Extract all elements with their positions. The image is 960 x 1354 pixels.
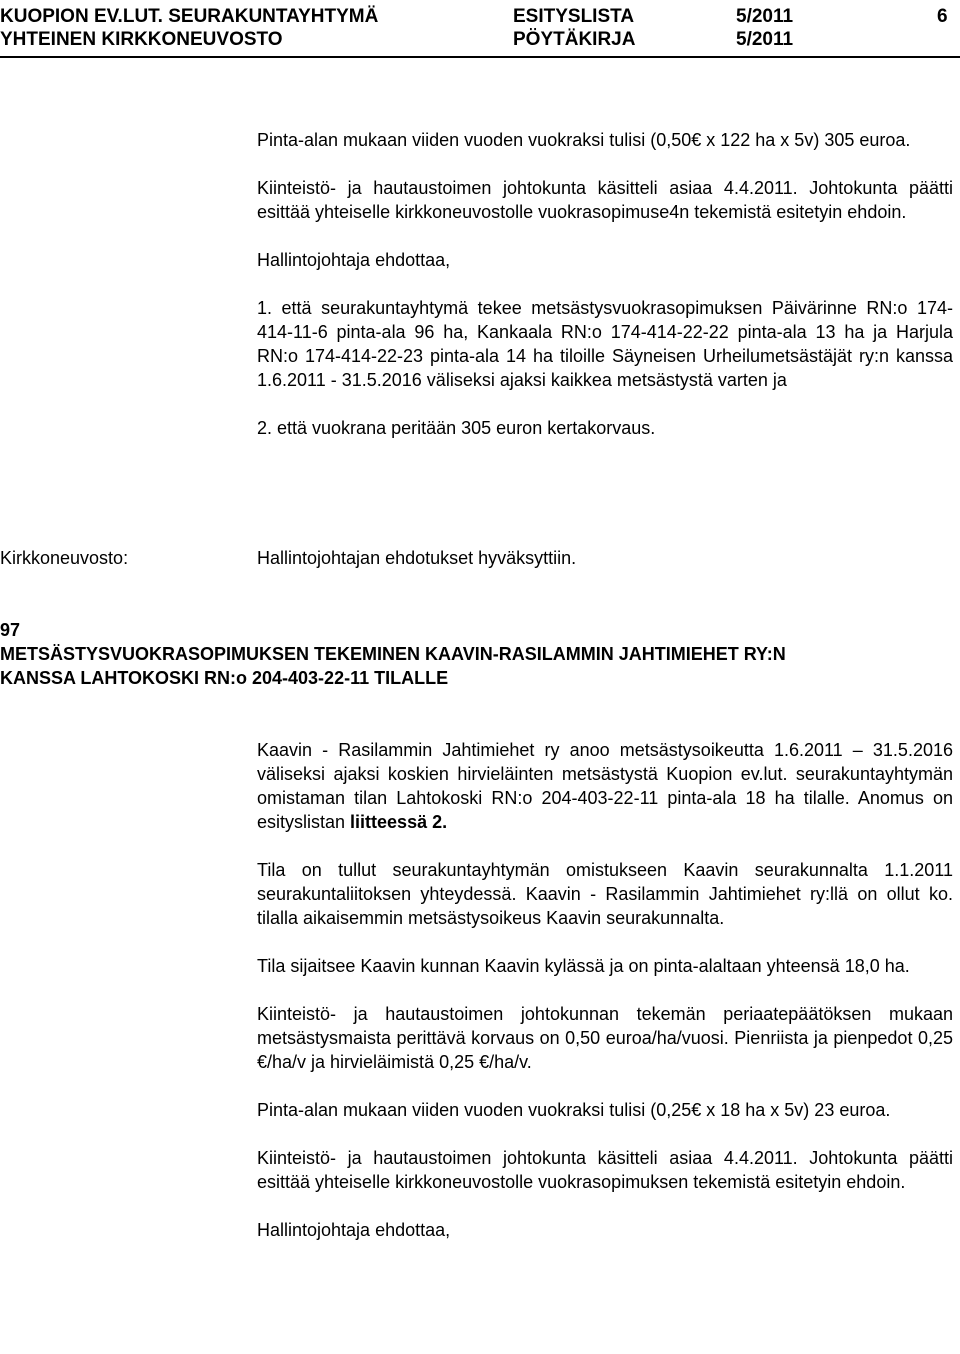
header-number-agenda: 5/2011 xyxy=(736,6,794,27)
proposal-item-1: 1. että seurakuntayhtymä tekee metsästysvuokrasopimuksen Päivärinne RN:o 174-414-11-6 pinta-ala 96 ha, Kankaala RN:o 174-414-22-22 pinta-ala 13 ha ja Harjula RN:o 174-414-22-23 pinta-ala 14 ha tiloille Säyneisen Urheilumetsästäjät ry:n kanssa 1.6.2011 - 31.5.2016 väliseksi ajaksi kaikkea metsästystä varten ja xyxy=(257,298,953,390)
paragraph-board-handling: Kiinteistö- ja hautaustoimen johtokunta käsitteli asiaa 4.4.2011. Johtokunta päätti esittää yhteiselle kirkkoneuvostolle vuokrasopimuse4n tekemistä esitetyin ehdoin. xyxy=(257,178,953,222)
paragraph-ownership: Tila on tullut seurakuntayhtymän omistukseen Kaavin seurakunnalta 1.1.2011 seurakuntaliitoksen yhteydessä. Kaavin - Rasilammin Jahtimiehet ry:llä on ollut ko. tilalla aikaisemmin metsästysoikeus Kaavin seurakunnalta. xyxy=(257,860,953,928)
header-doc-type-agenda: ESITYSLISTA xyxy=(513,6,635,27)
application-text: Kaavin - Rasilammin Jahtimiehet ry anoo metsästysoikeutta 1.6.2011 – 31.5.2016 väliseksi ajaksi koskien hirvieläinten metsästystä Kuopion ev.lut. seurakuntayhtymän omistaman tilan Lahtokoski RN:o 204-403-22-11 pinta-ala 18 ha tilalle. Anomus on esityslistan xyxy=(257,740,953,832)
paragraph-fee-principle: Kiinteistö- ja hautaustoimen johtokunnan tekemän periaatepäätöksen mukaan metsästysmaista perittävä korvaus on 0,50 euroa/ha/vuosi. Pienriista ja pienpedot 0,25 €/ha/v ja hirvieläimistä 0,25 €/ha/v. xyxy=(257,1004,953,1072)
section-97-body xyxy=(257,738,953,1242)
decision-label: Kirkkoneuvosto: xyxy=(0,548,129,568)
section-number: 97 xyxy=(0,620,21,640)
header-doc-type-minutes: PÖYTÄKIRJA xyxy=(513,29,636,50)
paragraph-proposal-intro: Hallintojohtaja ehdottaa, xyxy=(257,250,451,270)
header-org-body: YHTEINEN KIRKKONEUVOSTO xyxy=(0,29,283,50)
section-title-line-2: KANSSA LAHTOKOSKI RN:o 204-403-22-11 TILALLE xyxy=(0,668,449,688)
attachment-reference: liitteessä 2. xyxy=(350,812,448,832)
page-number: 6 xyxy=(937,6,948,27)
section-title-line-1: METSÄSTYSVUOKRASOPIMUKSEN TEKEMINEN KAAVIN-RASILAMMIN JAHTIMIEHET RY:N xyxy=(0,644,786,664)
paragraph-rent-calc: Pinta-alan mukaan viiden vuoden vuokraksi tulisi (0,50€ x 122 ha x 5v) 305 euroa. xyxy=(257,130,911,150)
paragraph-location: Tila sijaitsee Kaavin kunnan Kaavin kylässä ja on pinta-alaltaan yhteensä 18,0 ha. xyxy=(257,956,910,976)
paragraph-board-handling-2: Kiinteistö- ja hautaustoimen johtokunta käsitteli asiaa 4.4.2011. Johtokunta päätti esittää yhteiselle kirkkoneuvostolle vuokrasopimuksen tekemistä esitetyin ehdoin. xyxy=(257,1148,953,1192)
header-divider xyxy=(0,56,960,58)
section-continuation xyxy=(257,128,953,440)
paragraph-rent-calc-2: Pinta-alan mukaan viiden vuoden vuokraksi tulisi (0,25€ x 18 ha x 5v) 23 euroa. xyxy=(257,1100,891,1120)
header-org-name: KUOPION EV.LUT. SEURAKUNTAYHTYMÄ xyxy=(0,6,379,27)
decision-text: Hallintojohtajan ehdotukset hyväksyttiin. xyxy=(257,548,577,568)
header-number-minutes: 5/2011 xyxy=(736,29,794,50)
section-heading xyxy=(0,618,960,690)
paragraph-application xyxy=(257,738,953,834)
proposal-item-2: 2. että vuokrana peritään 305 euron kertakorvaus. xyxy=(257,418,656,438)
paragraph-proposal-intro-2: Hallintojohtaja ehdottaa, xyxy=(257,1220,451,1240)
